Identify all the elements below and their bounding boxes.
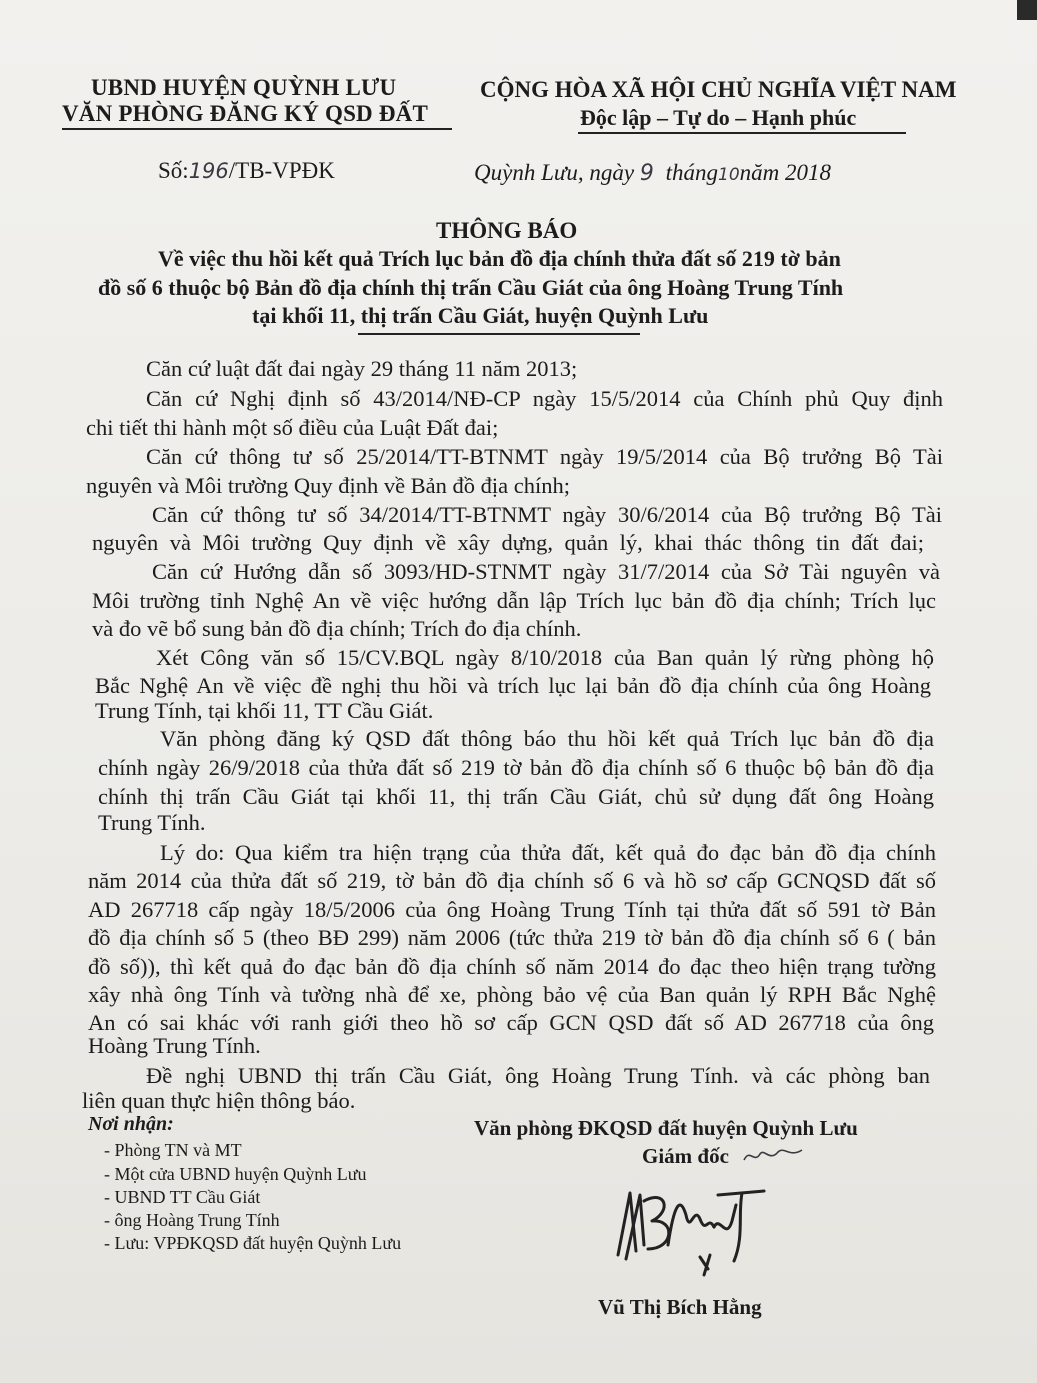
scan-corner-mark: [1017, 0, 1037, 20]
body-line: đồ địa chính số 5 (theo BĐ 299) năm 2006 (tức thửa 219 tờ bản đồ địa chính số 6 ( bản: [88, 925, 936, 950]
national-title: CỘNG HÒA XÃ HỘI CHỦ NGHĨA VIỆT NAM: [480, 77, 957, 102]
body-line: năm 2014 của thửa đất số 219, tờ bản đồ địa chính số 6 và hồ sơ cấp GCNQSD đất số: [88, 868, 936, 893]
subject-line-1: Về việc thu hồi kết quả Trích lục bản đồ địa chính thửa đất số 219 tờ bản: [158, 246, 841, 271]
recipient-item: - ông Hoàng Trung Tính: [104, 1210, 280, 1230]
body-line: Căn cứ thông tư số 34/2014/TT-BTNMT ngày 30/6/2014 của Bộ trưởng Bộ Tài: [152, 502, 942, 527]
recipient-item: - UBND TT Cầu Giát: [104, 1187, 261, 1207]
body-line: Hoàng Trung Tính.: [88, 1033, 261, 1058]
motto-underline: [578, 132, 906, 134]
body-line: Căn cứ thông tư số 25/2014/TT-BTNMT ngày 19/5/2014 của Bộ trưởng Bộ Tài: [146, 444, 943, 469]
handwritten-signature: [596, 1175, 776, 1285]
place-date: Quỳnh Lưu, ngày 9 tháng10năm 2018: [474, 160, 832, 186]
document-title: THÔNG BÁO: [436, 218, 578, 243]
day-handwritten: 9: [639, 161, 654, 186]
signer-position: Giám đốc: [642, 1144, 729, 1168]
body-line: Bắc Nghệ An về việc đề nghị thu hồi và trích lục lại bản đồ địa chính của ông Hoàng: [95, 673, 931, 698]
body-line: Đề nghị UBND thị trấn Cầu Giát, ông Hoàng Trung Tính. và các phòng ban: [146, 1063, 930, 1088]
body-line: An có sai khác với ranh giới theo hồ sơ cấp GCN QSD đất số AD 267718 của ông: [88, 1010, 934, 1035]
body-line: Văn phòng đăng ký QSD đất thông báo thu hồi kết quả Trích lục bản đồ địa: [160, 726, 934, 751]
national-motto: Độc lập – Tự do – Hạnh phúc: [580, 105, 857, 130]
document-number: Số:196/TB-VPĐK: [158, 158, 335, 183]
initials-mark: [740, 1138, 810, 1170]
body-line: và đo vẽ bổ sung bản đồ địa chính; Trích đo địa chính.: [92, 616, 582, 641]
body-line: Xét Công văn số 15/CV.BQL ngày 8/10/2018 của Ban quản lý rừng phòng hộ: [156, 645, 934, 670]
signer-name: Vũ Thị Bích Hằng: [598, 1295, 762, 1319]
subject-line-3: tại khối 11, thị trấn Cầu Giát, huyện Quỳnh Lưu: [252, 303, 709, 328]
recipient-item: - Phòng TN và MT: [104, 1140, 242, 1160]
signing-office: Văn phòng ĐKQSD đất huyện Quỳnh Lưu: [474, 1116, 858, 1140]
subject-line-2: đồ số 6 thuộc bộ Bản đồ địa chính thị trấn Cầu Giát của ông Hoàng Trung Tính: [98, 275, 844, 300]
body-line: đồ số)), thì kết quả đo đạc bản đồ địa chính số năm 2014 đo đạc theo hiện trạng tường: [88, 954, 936, 979]
recipient-item: - Một cửa UBND huyện Quỳnh Lưu: [104, 1164, 367, 1184]
body-line: AD 267718 cấp ngày 18/5/2006 của ông Hoàng Trung Tính tại thửa đất số 591 tờ Bản: [88, 897, 936, 922]
body-line: Trung Tính, tại khối 11, TT Cầu Giát.: [95, 698, 434, 723]
body-line: Trung Tính.: [98, 810, 206, 835]
recipient-item: - Lưu: VPĐKQSD đất huyện Quỳnh Lưu: [104, 1233, 402, 1253]
issuer-underline: [62, 128, 452, 130]
body-line: Lý do: Qua kiểm tra hiện trạng của thửa đất, kết quả đo đạc bản đồ địa chính: [160, 840, 936, 865]
issuer-authority: UBND HUYỆN QUỲNH LƯU: [91, 75, 397, 100]
month-handwritten: 10: [718, 165, 740, 185]
body-line: chi tiết thi hành một số điều của Luật Đất đai;: [86, 415, 499, 440]
issuer-office: VĂN PHÒNG ĐĂNG KÝ QSD ĐẤT: [62, 101, 428, 126]
number-handwritten: 196: [188, 159, 229, 183]
body-line: chính thị trấn Cầu Giát tại khối 11, thị trấn Cầu Giát, chủ sử dụng đất ông Hoàng: [98, 784, 934, 809]
body-line: nguyên và Môi trường Quy định về Bản đồ địa chính;: [86, 473, 571, 498]
body-line: Môi trường tỉnh Nghệ An về việc hướng dẫn lập Trích lục bản đồ địa chính; Trích lục: [92, 588, 936, 613]
subject-underline: [358, 333, 640, 335]
body-line: nguyên và Môi trường Quy định về xây dựng, quản lý, khai thác thông tin đất đai;: [92, 530, 924, 555]
body-line: Căn cứ luật đất đai ngày 29 tháng 11 năm 2013;: [146, 356, 578, 381]
body-line: liên quan thực hiện thông báo.: [82, 1088, 356, 1113]
body-line: Căn cứ Nghị định số 43/2014/NĐ-CP ngày 15/5/2014 của Chính phủ Quy định: [146, 386, 943, 411]
body-line: xây nhà ông Tính và tường nhà để xe, phòng bảo vệ của Ban quản lý RPH Bắc Nghệ: [88, 982, 936, 1007]
recipients-title: Nơi nhận:: [88, 1113, 174, 1135]
body-line: Căn cứ Hướng dẫn số 3093/HD-STNMT ngày 31/7/2014 của Sở Tài nguyên và: [152, 559, 940, 584]
body-line: chính ngày 26/9/2018 của thửa đất số 219 tờ bản đồ địa chính số 6 thuộc bộ bản đồ địa: [98, 755, 934, 780]
